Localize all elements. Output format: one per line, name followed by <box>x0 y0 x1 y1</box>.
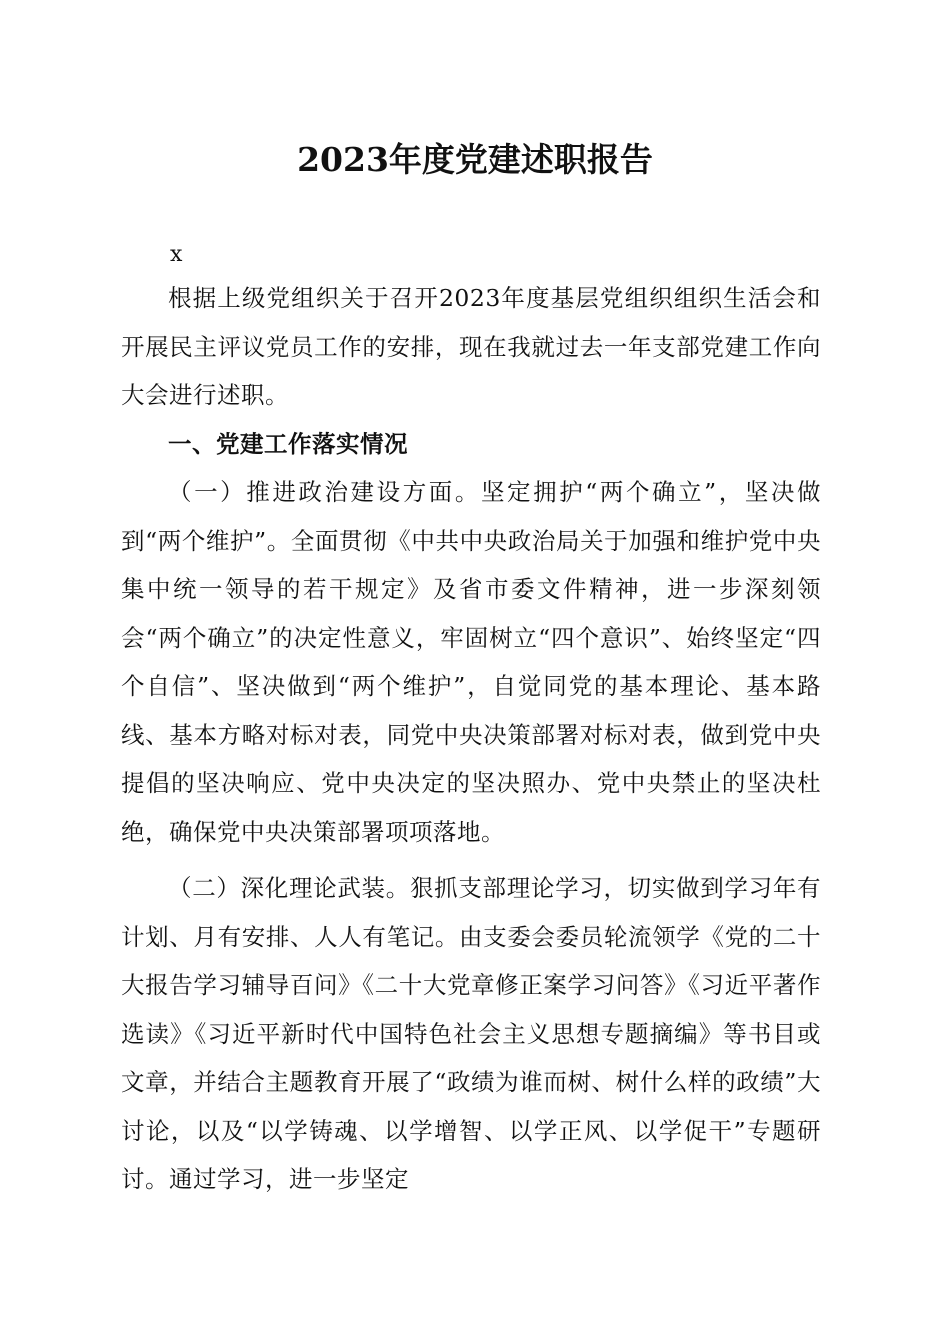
intro-paragraph: 根据上级党组织关于召开2023年度基层党组织组织生活会和开展民主评议党员工作的安排，现在我就过去一年支部党建工作向大会进行述职。 <box>121 284 821 409</box>
item-2-lead: （二）深化理论武装。 <box>168 874 410 902</box>
item-2-paragraph <box>121 864 821 1204</box>
item-1-lead: （一）推进政治建设方面。 <box>168 478 481 506</box>
item-1-text: 坚定拥护“两个确立”，坚决做到“两个维护”。全面贯彻《中共中央政治局关于加强和维护党中央集中统一领导的若干规定》及省市委文件精神，进一步深刻领会“两个确立”的决定性意义，牢固树立“四个意识”、始终坚定“四个自信”、坚决做到“两个维护”，自觉同党的基本理论、基本路线、基本方略对标对表，同党中央决策部署对标对表，做到党中央提倡的坚决响应、党中央决定的坚决照办、党中央禁止的坚决杜绝，确保党中央决策部署项项落地。 <box>121 478 822 846</box>
document-body <box>121 274 821 1204</box>
item-1-paragraph <box>121 468 821 856</box>
author-name: x <box>170 242 183 267</box>
section-heading: 一、党建工作落实情况 <box>168 429 408 458</box>
document-title: 2023年度党建述职报告 <box>297 140 653 179</box>
item-2-text: 狠抓支部理论学习，切实做到学习年有计划、月有安排、人人有笔记。由支委会委员轮流领学《党的二十大报告学习辅导百问》《二十大党章修正案学习问答》《习近平著作选读》《习近平新时代中国特色社会主义思想专题摘编》等书目或文章，并结合主题教育开展了“政绩为谁而树、树什么样的政绩”大讨论，以及“以学铸魂、以学增智、以学正风、以学促干”专题研讨。通过学习，进一步坚定 <box>121 874 822 1193</box>
